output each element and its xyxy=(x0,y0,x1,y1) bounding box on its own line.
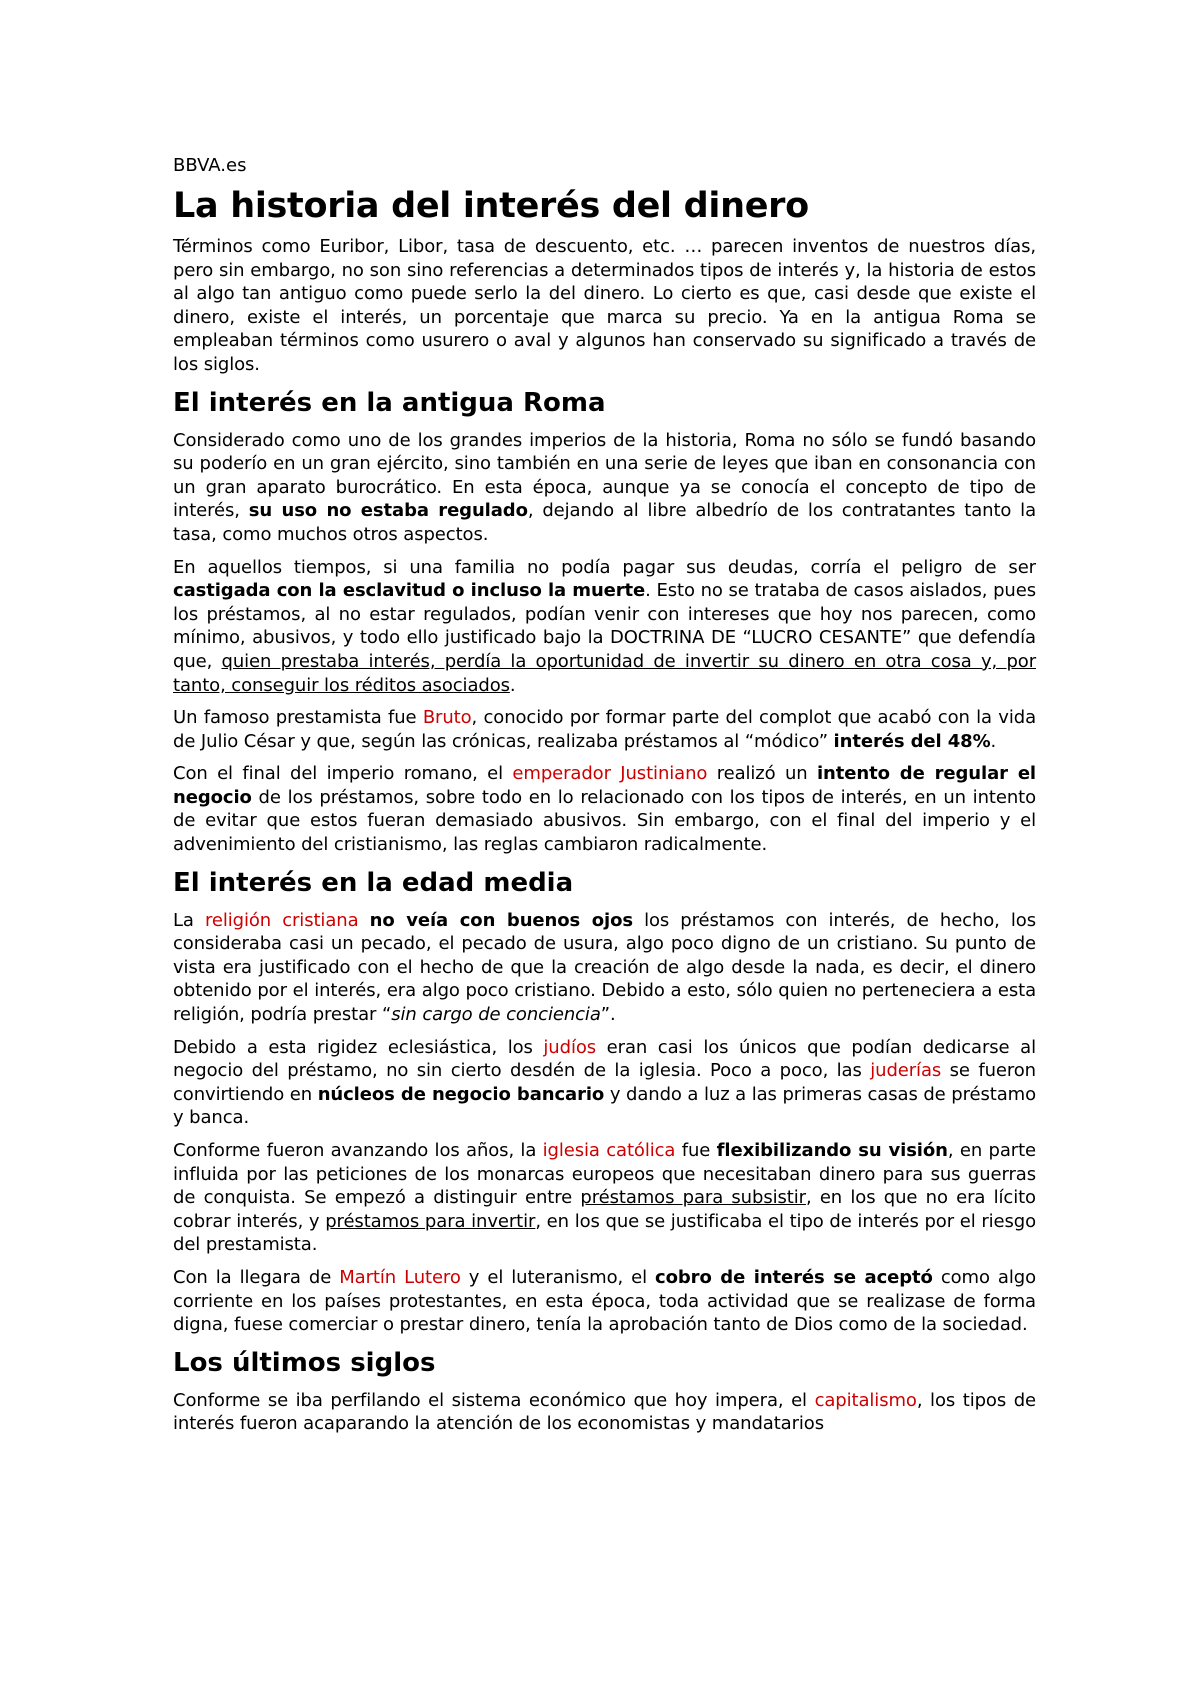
text-run: , en los que no era lícito cobrar interés, y xyxy=(173,1187,1036,1232)
bold-text: no veía con buenos ojos xyxy=(369,909,633,931)
body-paragraph xyxy=(173,556,1036,698)
bold-text: castigada con la esclavitud o incluso la muerte xyxy=(173,580,646,602)
body-paragraph xyxy=(173,1389,1036,1436)
body-paragraph xyxy=(173,1266,1036,1337)
text-run xyxy=(359,910,370,931)
text-run: Conforme se iba perfilando el sistema económico que hoy impera, el xyxy=(173,1389,815,1411)
source-label: BBVA.es xyxy=(173,155,247,176)
text-run: , en parte influida por las peticiones de los monarcas europeos que necesitaban dinero para sus guerras de conquista. Se empezó a distinguir entre xyxy=(173,1140,1037,1209)
highlighted-term: Bruto xyxy=(422,707,472,729)
text-run: . Esto no se trataba de casos aislados, pues los préstamos, al no estar regulados, podían venir con intereses que hoy nos parecen, como mínimo, abusivos, y todo ello justificado bajo la DOCTRINA DE “LUCRO CESANTE” que defendía que, xyxy=(173,580,1036,672)
highlighted-term: judíos xyxy=(543,1036,597,1058)
text-run: , en los que se justificaba el tipo de interés por el riesgo del prestamista. xyxy=(173,1210,1037,1256)
text-run: los préstamos con interés, de hecho, los consideraba casi un pecado, el pecado de usura, algo poco digno de un cristiano. Su punto de vista era justificado con el hecho de que la creación de algo desde la nada, es decir, el dinero obtenido por el interés, era algo poco cristiano. Debido a esto, sólo quien no perteneciera a esta religión, podría prestar “ xyxy=(173,909,1036,1026)
body-paragraph xyxy=(173,429,1036,547)
text-run: , los tipos de interés fueron acaparando la atención de los economistas y mandatarios xyxy=(173,1389,1036,1435)
text-run: Con la llegara de xyxy=(173,1266,340,1288)
underlined-text: préstamos para invertir xyxy=(325,1210,536,1232)
text-run: Conforme fueron avanzando los años, la xyxy=(173,1140,543,1161)
bold-text: núcleos de negocio bancario xyxy=(317,1083,605,1105)
text-run: Términos como Euribor, Libor, tasa de descuento, etc. … parecen inventos de nuestros días, pero sin embargo, no son sino referencias a determinados tipos de interés y, la historia de estos al algo tan antiguo como puede serlo la del dinero. Lo cierto es que, casi desde que existe el dinero, existe el interés, un porcentaje que marca su precio. Ya en la antigua Roma se empleaban términos como usurero o aval y algunos han conservado su significado a través de los siglos. xyxy=(173,236,1036,375)
section-heading: El interés en la edad media xyxy=(173,867,574,898)
text-run: realizó un xyxy=(707,763,817,785)
document-page xyxy=(173,154,1036,1445)
text-run: fue xyxy=(675,1140,717,1161)
article-body xyxy=(173,386,1036,1436)
highlighted-term: religión cristiana xyxy=(204,909,359,931)
bold-text: interés del 48% xyxy=(833,730,991,752)
body-paragraph xyxy=(173,1036,1036,1130)
section-heading: Los últimos siglos xyxy=(173,1347,436,1378)
bold-text: flexibilizando su visión xyxy=(716,1140,948,1161)
text-run: ”. xyxy=(600,1004,616,1026)
section-heading: El interés en la antigua Roma xyxy=(173,387,606,418)
text-run: , conocido por formar parte del complot que acabó con la vida de Julio César y que, según las crónicas, realizaba préstamos al “módico” xyxy=(173,707,1037,752)
body-paragraph xyxy=(173,762,1036,856)
text-run: de los préstamos, sobre todo en lo relacionado con los tipos de interés, en un intento de evitar que estos fueran demasiado abusivos. Sin embargo, con el final del imperio y el advenimiento del cristianismo, las reglas cambiaron radicalmente. xyxy=(173,786,1036,856)
text-run: se fueron convirtiendo en xyxy=(173,1060,1036,1105)
bold-text: cobro de interés se aceptó xyxy=(655,1266,933,1288)
text-run: Un famoso prestamista fue xyxy=(173,707,423,729)
body-paragraph xyxy=(173,909,1036,1027)
text-run: En aquellos tiempos, si una familia no podía pagar sus deudas, corría el peligro de ser xyxy=(173,556,1036,578)
text-run: y dando a luz a las primeras casas de préstamo y banca. xyxy=(173,1083,1036,1129)
text-run: Considerado como uno de los grandes imperios de la historia, Roma no sólo se fundó basando su poderío en un gran ejército, sino también en una serie de leyes que iban en consonancia con un gran aparato burocrático. En esta época, aunque ya se conocía el concepto de tipo de interés, xyxy=(173,429,1036,522)
highlighted-term: emperador Justiniano xyxy=(512,763,708,785)
bold-text: intento de regular el negocio xyxy=(173,763,1036,808)
text-run: y el luteranismo, el xyxy=(460,1266,656,1288)
highlighted-term: capitalismo xyxy=(814,1389,917,1411)
text-run: como algo corriente en los países protestantes, en esta época, toda actividad que se realizase de forma digna, fuese comerciar o prestar dinero, tenía la aprobación tanto de Dios como de la sociedad. xyxy=(173,1266,1037,1336)
text-run: . xyxy=(990,730,997,752)
body-paragraph xyxy=(173,1139,1036,1257)
highlighted-term: juderías xyxy=(870,1060,942,1082)
text-run: eran casi los únicos que podían dedicarse al negocio del préstamo, no sin cierto desdén de la iglesia. Poco a poco, las xyxy=(173,1036,1036,1082)
underlined-text: quien prestaba interés, perdía la oportunidad de invertir su dinero en otra cosa y, por tanto, conseguir los réditos asociados xyxy=(173,650,1036,696)
underlined-text: préstamos para subsistir xyxy=(580,1187,806,1209)
highlighted-term: Martín Lutero xyxy=(339,1266,461,1288)
text-run: Debido a esta rigidez eclesiástica, los xyxy=(173,1036,544,1058)
text-run: , dejando al libre albedrío de los contratantes tanto la tasa, como muchos otros aspectos. xyxy=(173,500,1036,545)
italic-text: sin cargo de conciencia xyxy=(391,1004,601,1026)
page-title: La historia del interés del dinero xyxy=(173,186,809,226)
highlighted-term: iglesia católica xyxy=(542,1140,676,1161)
body-paragraph xyxy=(173,706,1036,753)
bold-text: su uso no estaba regulado xyxy=(248,500,528,522)
intro-paragraph xyxy=(173,235,1036,377)
text-run: . xyxy=(509,674,516,696)
text-run: Con el final del imperio romano, el xyxy=(173,763,513,785)
text-run: La xyxy=(173,909,205,931)
